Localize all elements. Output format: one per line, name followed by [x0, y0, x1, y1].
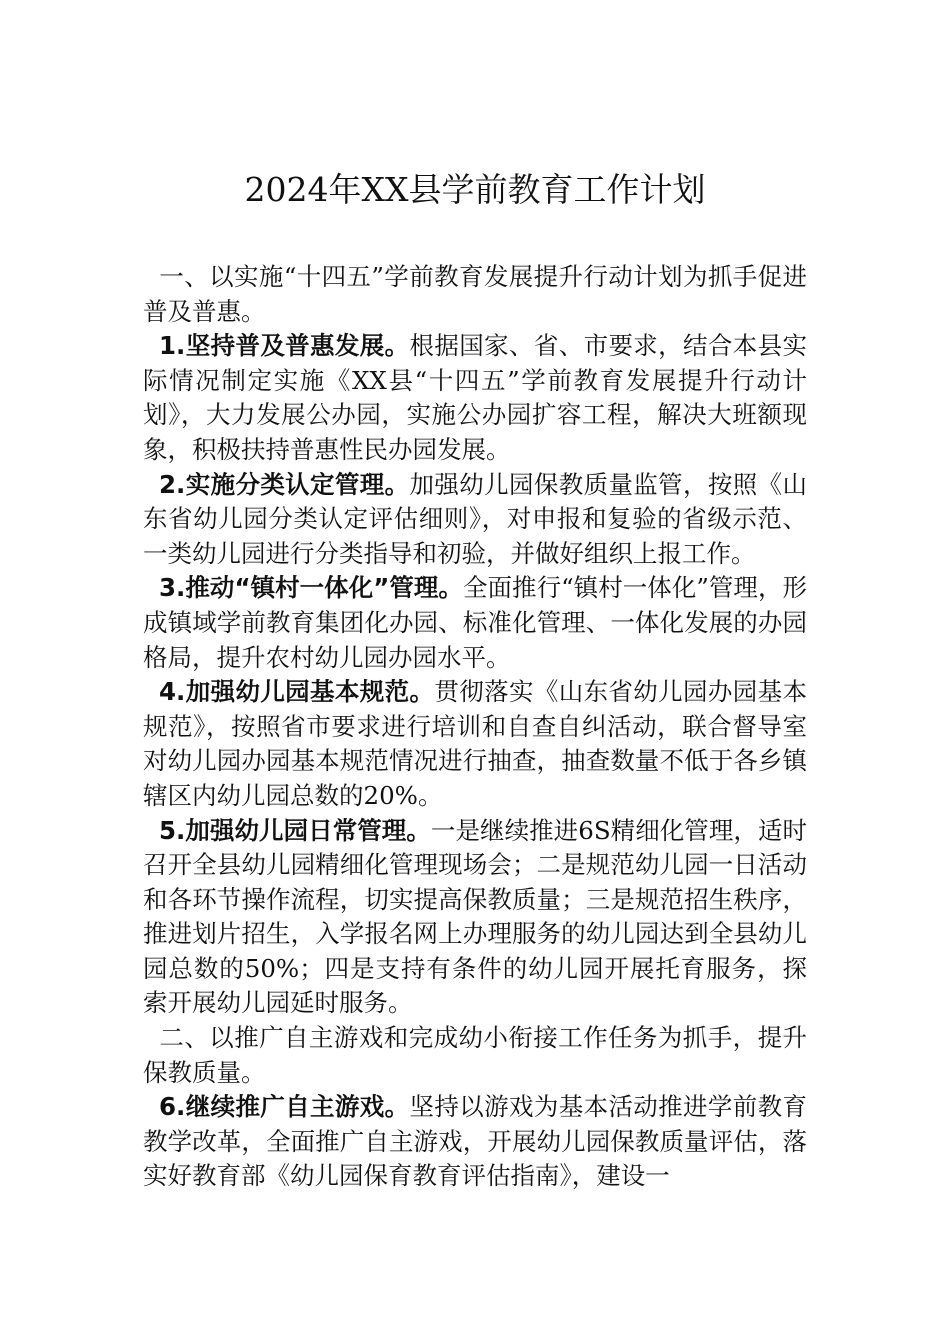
item-lead: 4.加强幼儿园基本规范。: [159, 677, 435, 707]
document-body: [143, 260, 807, 1194]
item-text: 根据国家、省、市要求，结合本县实际情况制定实施《XX县“十四五”学前教育发展提升行动计划》，大力发展公办园，实施公办园扩容工程，解决大班额现象，积极扶持普惠性民办园发展。: [143, 331, 807, 464]
list-item: [143, 468, 807, 572]
item-lead: 1.坚持普及普惠发展。: [159, 331, 410, 361]
section-heading: [143, 260, 807, 329]
list-item: [143, 675, 807, 813]
list-item: [143, 329, 807, 467]
section-heading-text: 一、以实施“十四五”学前教育发展提升行动计划为抓手促进普及普惠。: [143, 262, 807, 326]
item-lead: 5.加强幼儿园日常管理。: [159, 815, 431, 845]
item-lead: 6.继续推广自主游戏。: [159, 1092, 410, 1122]
item-lead: 3.推动“镇村一体化”管理。: [159, 573, 463, 603]
list-item: [143, 571, 807, 675]
list-item: [143, 814, 807, 1022]
list-item: [143, 1090, 807, 1194]
item-text: 贯彻落实《山东省幼儿园办园基本规范》，按照省市要求进行培训和自查自纠活动，联合督导室对幼儿园办园基本规范情况进行抽查，抽查数量不低于各乡镇辖区内幼儿园总数的20%。: [143, 677, 807, 810]
item-text: 坚持以游戏为基本活动推进学前教育教学改革，全面推广自主游戏，开展幼儿园保教质量评估，落实好教育部《幼儿园保育教育评估指南》，建设一: [143, 1092, 807, 1191]
document-title: 2024年XX县学前教育工作计划: [244, 170, 706, 209]
item-lead: 2.实施分类认定管理。: [159, 469, 410, 499]
item-text: 全面推行“镇村一体化”管理，形成镇域学前教育集团化办园、标准化管理、一体化发展的办园格局，提升农村幼儿园办园水平。: [143, 573, 807, 672]
section-heading-text: 二、以推广自主游戏和完成幼小衔接工作任务为抓手，提升保教质量。: [143, 1023, 807, 1087]
item-text: 加强幼儿园保教质量监管，按照《山东省幼儿园分类认定评估细则》，对申报和复验的省级示范、一类幼儿园进行分类指导和初验，并做好组织上报工作。: [143, 469, 807, 568]
item-text: 一是继续推进6S精细化管理，适时召开全县幼儿园精细化管理现场会；二是规范幼儿园一日活动和各环节操作流程，切实提高保教质量；三是规范招生秩序，推进划片招生，入学报名网上办理服务的幼儿园达到全县幼儿园总数的50%；四是支持有条件的幼儿园开展托育服务，探索开展幼儿园延时服务。: [143, 815, 808, 1018]
section-heading: [143, 1021, 807, 1090]
